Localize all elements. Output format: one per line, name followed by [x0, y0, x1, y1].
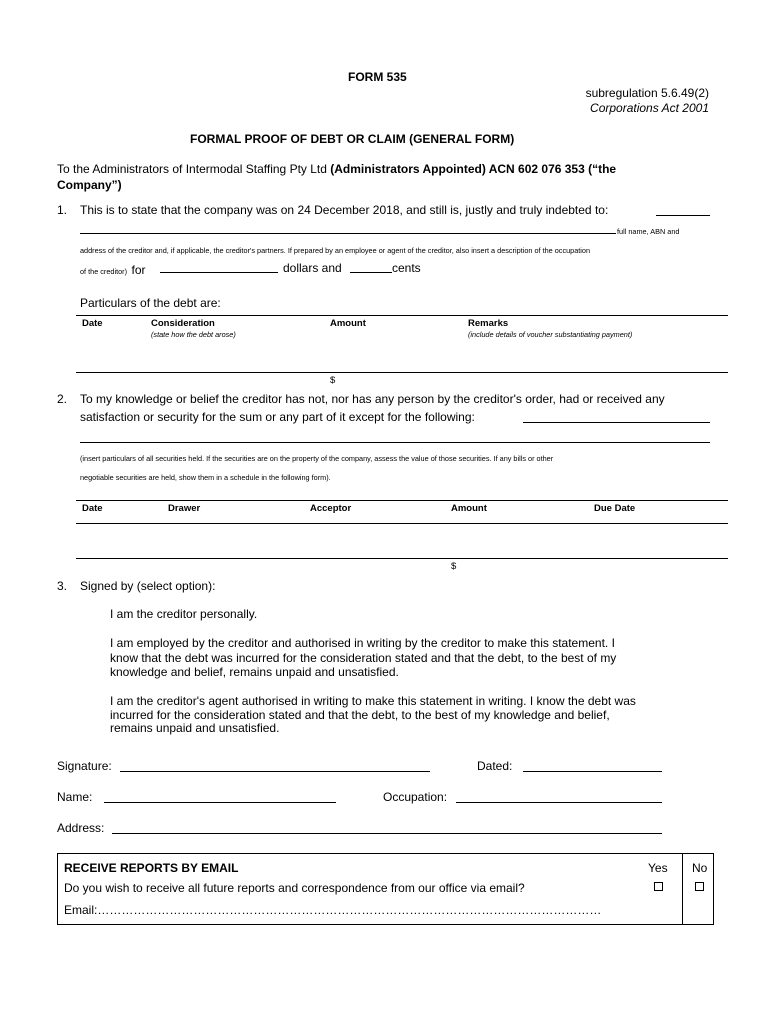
- section1-number: 1.: [57, 203, 68, 217]
- option-agent-line1[interactable]: I am the creditor's agent authorised in writing to make this statement in writing. I know the debt was: [110, 694, 636, 708]
- option-employee-line1[interactable]: I am employed by the creditor and authorised in writing by the creditor to make this statement. I: [110, 636, 615, 650]
- hint-full-name: full name, ABN and: [617, 227, 680, 236]
- debt-col-remarks-sub: (include details of voucher substantiating payment): [468, 330, 633, 339]
- yes-checkbox[interactable]: [654, 882, 663, 891]
- email-question: Do you wish to receive all future reports and correspondence from our office via email?: [64, 881, 525, 895]
- debt-col-date: Date: [82, 318, 103, 329]
- no-checkbox[interactable]: [695, 882, 704, 891]
- occupation-label: Occupation:: [383, 790, 448, 804]
- intro-line1: [57, 162, 616, 176]
- option-agent-line2: incurred for the consideration stated and that the debt, to the best of my knowledge and belief,: [110, 708, 610, 722]
- hint-of-creditor: of the creditor): [80, 267, 128, 276]
- debt-col-remarks: Remarks: [468, 318, 509, 329]
- section2-line2: satisfaction or security for the sum or any part of it except for the following:: [80, 410, 475, 424]
- signature-label: Signature:: [57, 759, 112, 773]
- signature-field[interactable]: [120, 771, 430, 772]
- address-field[interactable]: [112, 833, 662, 834]
- amount-row: [80, 261, 146, 279]
- email-box-heading: RECEIVE REPORTS BY EMAIL: [64, 861, 239, 875]
- hint-address: address of the creditor and, if applicable, the creditor's partners. If prepared by an employee or agent of the creditor, also insert a description of the occupation: [80, 246, 591, 255]
- section2-hint2: negotiable securities are held, show them in a schedule in the following form).: [80, 473, 331, 482]
- form-number: FORM 535: [348, 70, 407, 84]
- bills-col-drawer: Drawer: [168, 503, 201, 514]
- address-label: Address:: [57, 821, 105, 835]
- act-name: Corporations Act 2001: [590, 101, 709, 115]
- section2-hint1: (insert particulars of all securities held. If the securities are on the property of the company, assess the value of those securities. If any bills or other: [80, 454, 554, 463]
- form-title: FORMAL PROOF OF DEBT OR CLAIM (GENERAL FORM): [190, 132, 515, 146]
- bills-col-due-date: Due Date: [594, 503, 636, 514]
- section2-line1: To my knowledge or belief the creditor has not, nor has any person by the creditor's order, had or received any: [80, 392, 665, 406]
- bills-table-top-rule: [76, 500, 728, 501]
- option-agent-line3: remains unpaid and unsatisfied.: [110, 721, 280, 735]
- debt-table-bottom-rule: [76, 372, 728, 373]
- section3-label: Signed by (select option):: [80, 579, 216, 593]
- section2-number: 2.: [57, 392, 68, 406]
- debt-col-consideration-sub: (state how the debt arose): [151, 330, 236, 339]
- subregulation: subregulation 5.6.49(2): [585, 86, 709, 100]
- yes-label: Yes: [648, 861, 668, 875]
- option-employee-line2: know that the debt was incurred for the consideration stated and that the debt, to the best of my: [110, 651, 617, 665]
- particulars-label: Particulars of the debt are:: [80, 296, 221, 310]
- dated-field[interactable]: [523, 771, 662, 772]
- section1-statement: This is to state that the company was on 24 December 2018, and still is, justly and truly indebted to:: [80, 203, 609, 217]
- intro-line2: Company”): [57, 178, 122, 192]
- creditor-name-line[interactable]: [656, 215, 710, 216]
- email-box-divider: [682, 854, 683, 925]
- securities-input-line[interactable]: [523, 422, 710, 423]
- bills-table-bottom-rule: [76, 558, 728, 559]
- debt-col-amount: Amount: [330, 318, 366, 329]
- debt-dollar-sign: $: [330, 375, 336, 386]
- dollars-label: dollars and: [283, 261, 342, 275]
- dollars-input-line[interactable]: [160, 272, 278, 273]
- section3-number: 3.: [57, 579, 68, 593]
- cents-input-line[interactable]: [350, 272, 392, 273]
- bills-col-date: Date: [82, 503, 103, 514]
- cents-label: cents: [392, 261, 421, 275]
- bills-col-amount: Amount: [451, 503, 487, 514]
- intro-company: (Administrators Appointed) ACN 602 076 353 (“the: [330, 162, 617, 176]
- option-employee-line3: knowledge and belief, remains unpaid and unsatisfied.: [110, 665, 399, 679]
- bills-dollar-sign: $: [451, 561, 457, 572]
- securities-input-line-2[interactable]: [80, 442, 710, 443]
- intro-prefix: To the Administrators of Intermodal Staffing Pty Ltd: [57, 162, 331, 176]
- debt-col-consideration: Consideration: [151, 318, 215, 329]
- name-label: Name:: [57, 790, 93, 804]
- debt-table-top-rule: [76, 315, 728, 316]
- for-label: for: [131, 263, 146, 277]
- occupation-field[interactable]: [456, 802, 662, 803]
- dated-label: Dated:: [477, 759, 513, 773]
- no-label: No: [692, 861, 708, 875]
- email-field[interactable]: Email:………………………………………………………………………………………………………………: [64, 903, 602, 917]
- bills-table-header-rule: [76, 523, 728, 524]
- bills-col-acceptor: Acceptor: [310, 503, 352, 514]
- option-creditor-personally[interactable]: I am the creditor personally.: [110, 607, 258, 621]
- name-field[interactable]: [104, 802, 336, 803]
- creditor-name-line-2[interactable]: [80, 233, 616, 234]
